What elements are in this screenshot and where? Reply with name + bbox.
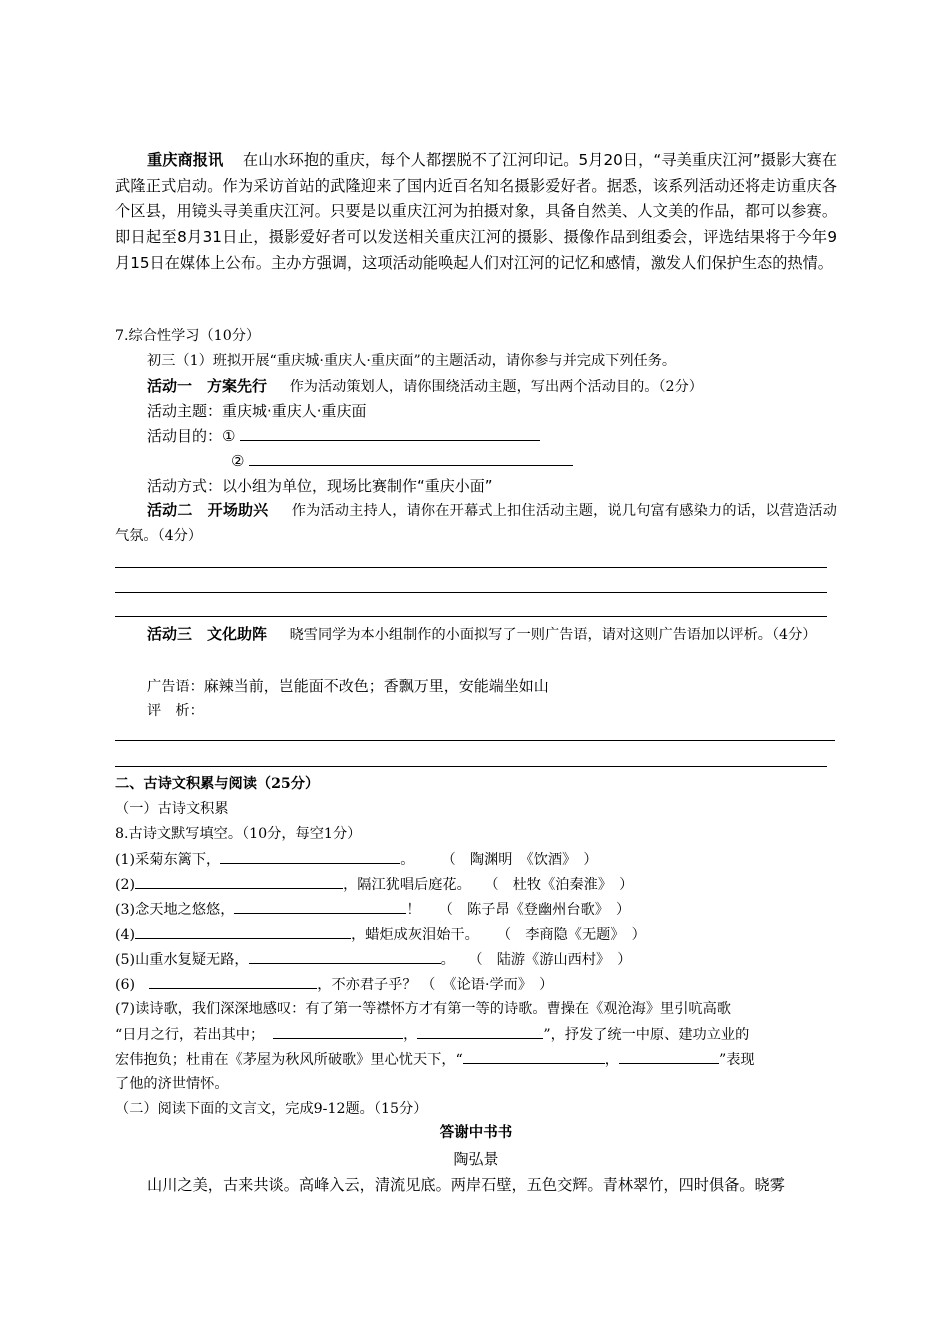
section2-heading: 二、古诗文积累与阅读（25分） [115, 776, 320, 792]
purpose-2-blank[interactable] [249, 450, 573, 466]
text-body: 山川之美，古来共谈。高峰入云，清流见底。两岸石壁，五色交辉。青林翠竹，四时俱备。晓雾 [147, 1176, 785, 1194]
q8-item-2-pre: (2) [115, 877, 136, 893]
q8-item-2-blank[interactable] [135, 873, 343, 889]
q8-item-3-source: （ 陈子昂《登幽州台歌》 ） [438, 902, 631, 918]
q8-item-7-line3 [115, 1048, 755, 1071]
news-paragraph [115, 148, 837, 277]
purpose-label: 活动目的：① [147, 427, 236, 445]
q7-purpose-2 [231, 450, 573, 473]
purpose-2-marker: ② [231, 452, 245, 470]
text-author: 陶弘景 [453, 1150, 499, 1168]
section2-sub1: （一）古诗文积累 [115, 801, 229, 817]
answer-line-2[interactable] [115, 592, 827, 593]
q7-activity1 [147, 375, 703, 398]
q8-item-6-source: （ 《论语·学而》 ） [421, 977, 554, 993]
q7-method: 活动方式：以小组为单位，现场比赛制作“重庆小面” [147, 477, 493, 495]
q8-7-blank-2[interactable] [417, 1023, 543, 1039]
q8-item-3-pre: (3)念天地之悠悠， [115, 902, 235, 918]
q8-item-5-post: 。 [440, 952, 455, 968]
q8-item-6 [115, 973, 553, 996]
q8-title: 8.古诗文默写填空。（10分，每空1分） [115, 826, 362, 842]
q8-item-4 [115, 923, 646, 946]
activity1-label: 活动一 方案先行 [147, 377, 268, 395]
q8-item-4-blank[interactable] [135, 923, 351, 939]
q8-item-2-post: ，隔江犹唱后庭花。 [343, 877, 471, 893]
q8-item-1-pre: (1)采菊东篱下， [115, 852, 221, 868]
q8-item-2-source: （ 杜牧《泊秦淮》 ） [484, 877, 634, 893]
answer-line-1[interactable] [115, 567, 827, 568]
q8-item-1-source: （ 陶渊明 《饮酒》 ） [441, 852, 598, 868]
q7-purpose-1 [147, 425, 540, 448]
q8-item-7-line2 [115, 1023, 749, 1046]
q8-7-blank-3[interactable] [463, 1048, 605, 1064]
q8-item-2 [115, 873, 633, 896]
q8-7-line3-mid: ， [604, 1052, 619, 1068]
q8-item-1-post: 。 [400, 852, 415, 868]
news-body: 在山水环抱的重庆，每个人都摆脱不了江河印记。5月20日，“寻美重庆江河”摄影大赛在武隆正式启动。作为采访首站的武隆迎来了国内近百名知名摄影爱好者。据悉，该系列活动还将走访重庆各个区县，用镜头寻美重庆江河。只要是以重庆江河为拍摄对象，具备自然美、人文美的作品，都可以参赛。即日起至8月31日止，摄影爱好者可以发送相关重庆江河的摄影、摄像作品到组委会，评选结果将于今年9月15日在媒体上公布。主办方强调，这项活动能唤起人们对江河的记忆和感情，激发人们保护生态的热情。 [115, 151, 838, 272]
q7-theme: 活动主题：重庆城·重庆人·重庆面 [147, 402, 367, 420]
q8-item-5 [115, 948, 632, 971]
q8-item-7-line1: (7)读诗歌，我们深深地感叹：有了第一等襟怀方才有第一等的诗歌。曹操在《观沧海》里引吭高歌 [115, 1001, 731, 1017]
q8-7-line2-mid: ， [403, 1027, 418, 1043]
q7-ad [147, 675, 549, 698]
activity1-text: 作为活动策划人，请你围绕活动主题，写出两个活动目的。（2分） [289, 379, 703, 395]
news-lead: 重庆商报讯 [147, 151, 224, 169]
analysis-line-2[interactable] [115, 766, 827, 767]
q8-7-line3-post: ”表现 [718, 1052, 755, 1068]
ad-label: 广告语： [147, 679, 204, 695]
section2-sub2: （二）阅读下面的文言文，完成9-12题。（15分） [115, 1101, 428, 1117]
q7-intro: 初三（1）班拟开展“重庆城·重庆人·重庆面”的主题活动，请你参与并完成下列任务。 [147, 353, 677, 369]
q8-7-line2-post: ”，抒发了统一中原、建功立业的 [543, 1027, 750, 1043]
q8-item-6-post: ，不亦君子乎？ [317, 977, 417, 993]
q8-item-4-source: （ 李商隐《无题》 ） [496, 927, 646, 943]
q8-item-4-post: ，蜡炬成灰泪始干。 [351, 927, 479, 943]
q8-item-3 [115, 898, 630, 921]
q8-item-3-blank[interactable] [234, 898, 406, 914]
q7-activity2 [115, 498, 837, 549]
analysis-line-1[interactable] [115, 740, 835, 741]
q8-item-1-blank[interactable] [220, 848, 400, 864]
q8-7-line3-pre: 宏伟抱负；杜甫在《茅屋为秋风所破歌》里心忧天下，“ [115, 1052, 463, 1068]
activity2-label: 活动二 开场助兴 [147, 501, 269, 519]
q8-item-1 [115, 848, 598, 871]
q8-item-5-blank[interactable] [249, 948, 441, 964]
activity2-text: 作为活动主持人，请你在开幕式上扣住活动主题，说几句富有感染力的话，以营造活动气氛。（4分） [115, 503, 837, 544]
activity3-text: 晓雪同学为本小组制作的小面拟写了一则广告语，请对这则广告语加以评析。（4分） [289, 627, 817, 643]
purpose-1-blank[interactable] [240, 425, 540, 441]
q8-7-blank-1[interactable] [273, 1023, 403, 1039]
q8-7-line2-pre: “日月之行，若出其中； [115, 1027, 265, 1043]
q8-item-6-pre: (6) [115, 977, 150, 993]
q8-item-6-blank[interactable] [149, 973, 317, 989]
text-title: 答谢中书书 [439, 1125, 513, 1141]
q8-7-blank-4[interactable] [619, 1048, 719, 1064]
q8-item-7-line4: 了他的济世情怀。 [115, 1076, 229, 1092]
q8-item-4-pre: (4) [115, 927, 136, 943]
q7-analysis-label: 评 析： [147, 703, 204, 719]
q8-item-5-pre: (5)山重水复疑无路， [115, 952, 249, 968]
ad-text: 麻辣当前，岂能面不改色；香飘万里，安能端坐如山 [203, 677, 549, 695]
q8-item-3-post: ！ [406, 902, 421, 918]
q7-activity3 [115, 622, 837, 648]
q8-item-5-source: （ 陆游《游山西村》 ） [468, 952, 632, 968]
q7-title: 7.综合性学习（10分） [115, 328, 261, 344]
activity3-label: 活动三 文化助阵 [147, 625, 268, 643]
answer-line-3[interactable] [115, 616, 827, 617]
